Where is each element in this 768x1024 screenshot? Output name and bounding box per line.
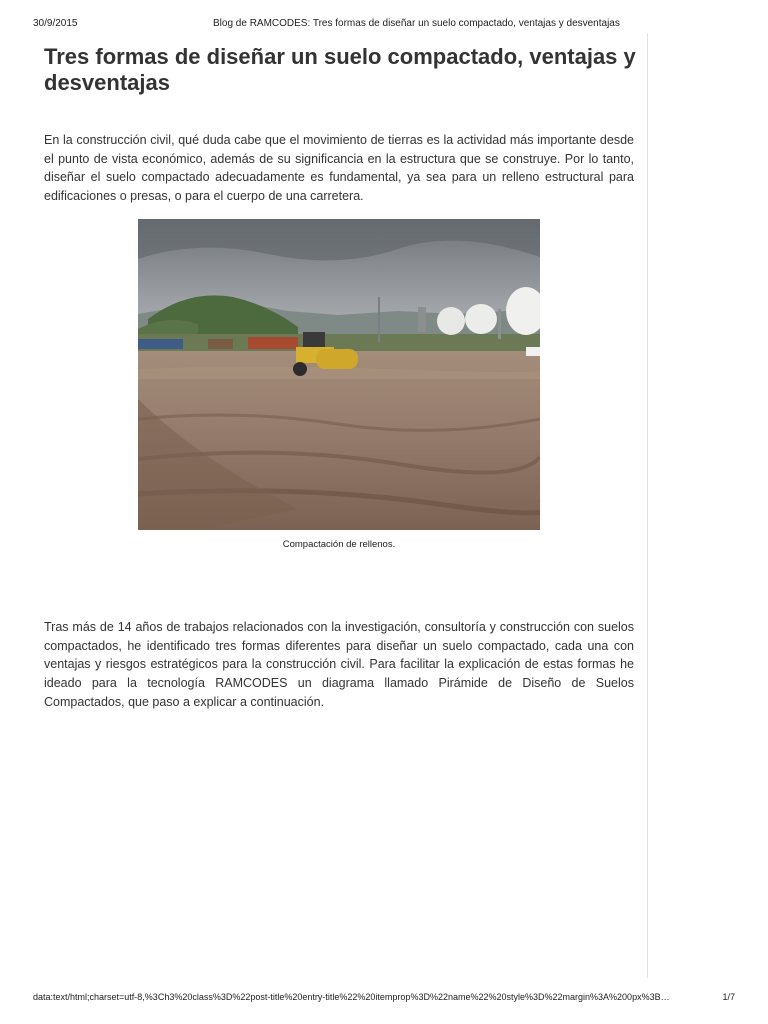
- post-paragraph-main: Tras más de 14 años de trabajos relacionados con la investigación, consultoría y construcción con suelos compactados, he identificado tres formas diferentes para diseñar un suelo compactado, cada una con ventajas y riesgos estratégicos para la construcción civil. Para facilitar la explicación de estas formas he ideado para la tecnología RAMCODES un diagrama llamado Pirámide de Diseño de Suelos Compactados, que paso a explicar a continuación.: [44, 620, 634, 709]
- print-date: 30/9/2015: [33, 18, 78, 29]
- post-container: [30, 33, 648, 978]
- print-footer: [33, 992, 735, 1006]
- print-source-url: data:text/html;charset=utf-8,%3Ch3%20class%3D%22post-title%20entry-title%22%20itemprop%3D%22name%22%20style%3D%22margin%3A%200px%3B…: [33, 992, 670, 1002]
- post-title: Tres formas de diseñar un suelo compactado, ventajas y desventajas: [44, 44, 636, 95]
- post-paragraph-intro: En la construcción civil, qué duda cabe que el movimiento de tierras es la actividad más importante desde el punto de vista económico, además de su significancia en la estructura que se construye. Por lo tanto, diseñar el suelo compactado adecuadamente es fundamental, ya sea para un relleno estructural para edificaciones o presas, o para el cuerpo de una carretera.: [44, 133, 634, 204]
- compaction-photo-illustration: [138, 219, 540, 530]
- page-number: 1/7: [722, 992, 735, 1002]
- compaction-photo: [138, 219, 540, 530]
- print-header: [33, 18, 735, 32]
- print-document-title: Blog de RAMCODES: Tres formas de diseñar un suelo compactado, ventajas y desventajas: [213, 18, 620, 29]
- image-caption: Compactación de rellenos.: [282, 539, 396, 550]
